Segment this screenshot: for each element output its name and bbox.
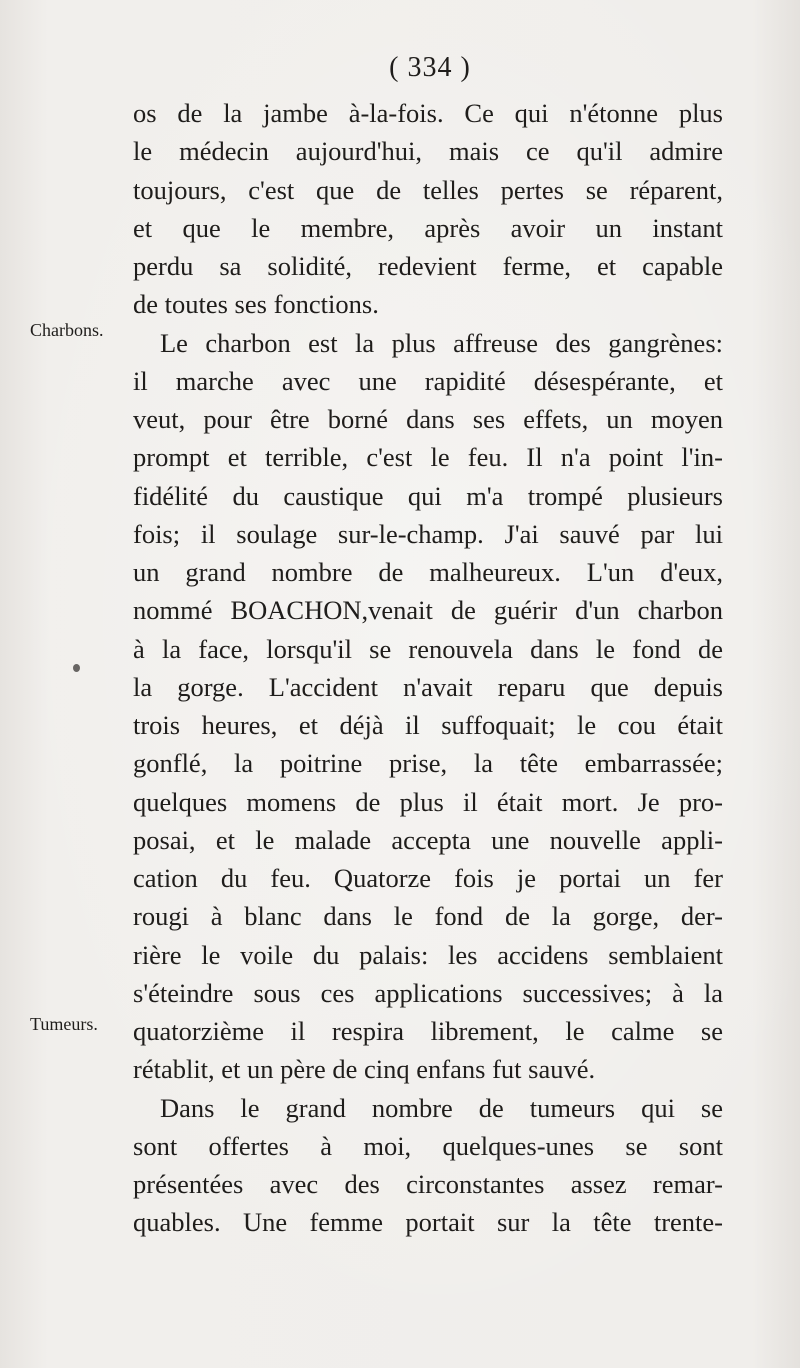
text-line: gonflé, la poitrine prise, la tête embarrassée; [133,748,723,779]
body-text [133,94,723,1242]
text-line: la gorge. L'accident n'avait reparu que depuis [133,671,723,702]
text-line: fidélité du caustique qui m'a trompé plusieurs [133,480,723,511]
text-line: prompt et terrible, c'est le feu. Il n'a point l'in- [133,442,723,473]
text-line: Dans le grand nombre de tumeurs qui se [160,1092,723,1123]
text-line: os de la jambe à-la-fois. Ce qui n'étonne plus [133,98,723,128]
text-line: quables. Une femme portait sur la tête trente- [133,1207,723,1238]
text-line: rétablit, et un père de cinq enfans fut sauvé. [133,1054,596,1085]
text-line: fois; il soulage sur-le-champ. J'ai sauvé par lui [133,518,723,549]
margin-note-charbons: Charbons. [30,320,104,340]
ink-mark [73,664,80,672]
text-line: trois heures, et déjà il suffoquait; le cou était [133,710,723,740]
text-line: cation du feu. Quatorze fois je portai un fer [133,863,723,893]
text-line: à la face, lorsqu'il se renouvela dans le fond de [133,633,723,664]
text-line: rougi à blanc dans le fond de la gorge, der- [133,901,723,932]
text-line: un grand nombre de malheureux. L'un d'eux, [133,557,723,587]
text-fragment: venait de guérir d'un charbon [368,595,723,626]
margin-note-tumeurs: Tumeurs. [30,1014,98,1034]
person-name: BOACHON, [230,595,369,626]
text-line: rière le voile du palais: les accidens semblaient [133,939,723,970]
text-line: quatorzième il respira librement, le calme se [133,1016,723,1046]
text-line [133,591,723,629]
text-line: présentées avec des circonstantes assez remar- [133,1169,723,1199]
text-line: sont offertes à moi, quelques-unes se sont [133,1130,723,1161]
page-number: ( 334 ) [389,52,471,83]
text-line: perdu sa solidité, redevient ferme, et capable [133,251,723,281]
text-line: de toutes ses fonctions. [133,289,379,320]
text-line: s'éteindre sous ces applications successives; à la [133,977,723,1008]
text-line: le médecin aujourd'hui, mais ce qu'il admire [133,136,723,167]
text-line: toujours, c'est que de telles pertes se réparent, [133,174,723,205]
text-line: veut, pour être borné dans ses effets, un moyen [133,404,723,434]
text-line: Le charbon est la plus affreuse des gangrènes: [160,327,723,358]
text-line: posai, et le malade accepta une nouvelle appli- [133,824,723,855]
text-line: il marche avec une rapidité désespérante, et [133,365,723,396]
text-line: quelques momens de plus il était mort. Je pro- [133,786,723,817]
text-line: et que le membre, après avoir un instant [133,212,723,243]
text-fragment: nommé [133,595,231,626]
